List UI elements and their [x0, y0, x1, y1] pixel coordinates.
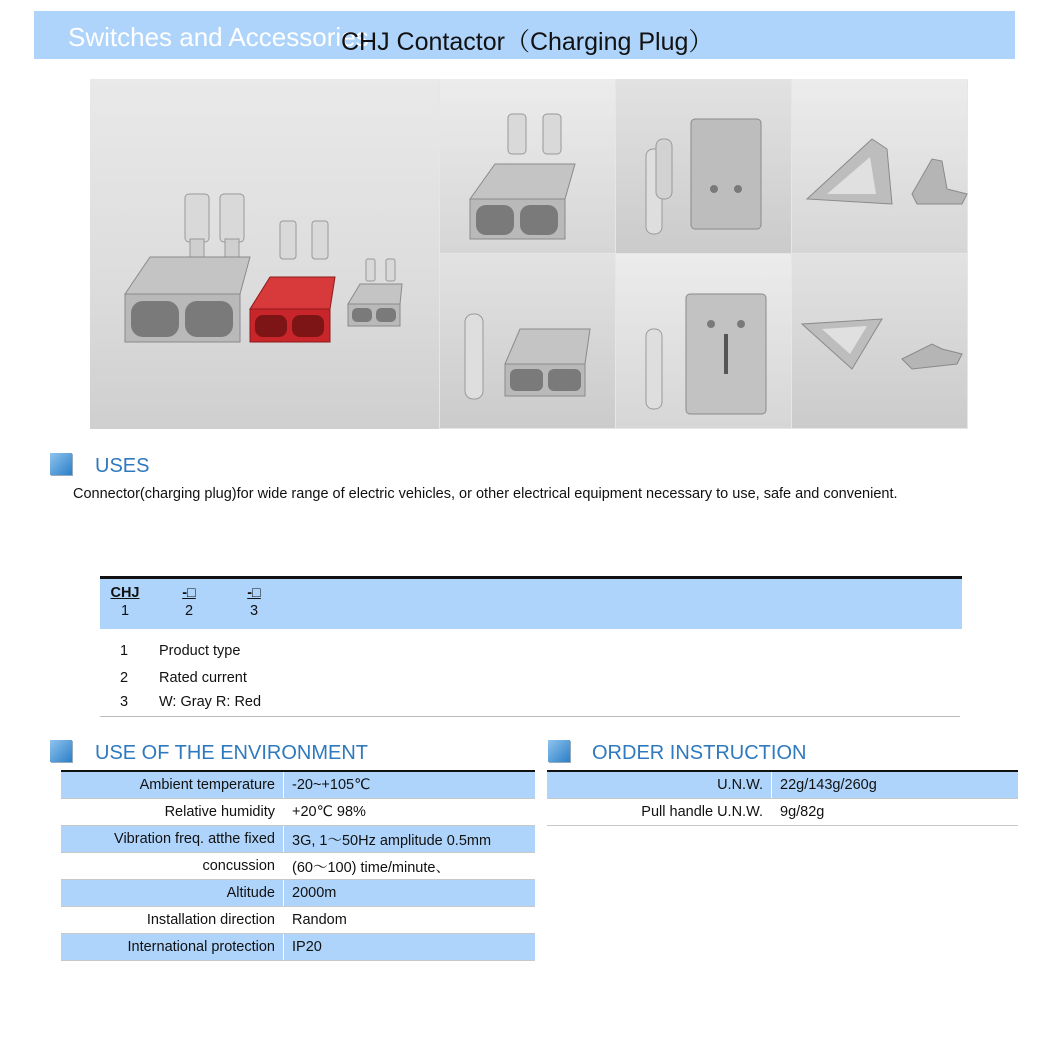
- model-code-band: [100, 576, 962, 629]
- table-row: [547, 771, 1018, 799]
- spec-key: concussion: [61, 853, 284, 880]
- page-title: CHJ Contactor（Charging Plug）: [341, 28, 714, 56]
- legend-label: Rated current: [159, 670, 247, 686]
- code-number: 2: [184, 603, 194, 619]
- product-photo-collage: [90, 79, 968, 429]
- legend-item: [120, 694, 261, 710]
- table-row: [61, 799, 535, 826]
- product-photo-4: [792, 79, 967, 253]
- connector-back-illustration: [616, 254, 791, 429]
- legend-label: Product type: [159, 643, 241, 659]
- connector-group-illustration: [90, 79, 439, 429]
- spec-key: Installation direction: [61, 907, 284, 934]
- product-photo-6: [616, 254, 791, 428]
- order-table: [547, 770, 1018, 826]
- product-photo-3: [616, 79, 791, 253]
- uses-heading: USES: [95, 455, 150, 477]
- connector-front-illustration: [440, 79, 615, 253]
- spec-value: +20℃ 98%: [284, 799, 536, 826]
- legend-number: 1: [120, 643, 129, 659]
- pull-handle-illustration: [792, 79, 968, 253]
- environment-section-icon: [50, 740, 72, 762]
- spec-key: Pull handle U.N.W.: [547, 799, 772, 826]
- spec-value: Random: [284, 907, 536, 934]
- pull-handle-angle-illustration: [792, 254, 968, 429]
- legend-number: 2: [120, 670, 129, 686]
- product-photo-7: [792, 254, 967, 428]
- order-heading: ORDER INSTRUCTION: [592, 742, 807, 764]
- code-number: 1: [120, 603, 130, 619]
- spec-value: (60～100) time/minute、: [284, 853, 536, 880]
- code-item-2: [169, 585, 209, 619]
- spec-key: Relative humidity: [61, 799, 284, 826]
- order-section-icon: [548, 740, 570, 762]
- spec-key: Altitude: [61, 880, 284, 907]
- spec-value: 22g/143g/260g: [772, 771, 1019, 799]
- code-symbol: -□: [247, 585, 261, 601]
- uses-section-icon: [50, 453, 72, 475]
- table-row: [61, 771, 535, 799]
- spec-key: International protection: [61, 934, 284, 961]
- code-symbol: CHJ: [110, 585, 140, 601]
- connector-angle-illustration: [440, 254, 615, 429]
- table-row: [61, 826, 535, 853]
- environment-table: [61, 770, 535, 961]
- table-row: [61, 880, 535, 907]
- legend-number: 3: [120, 694, 129, 710]
- table-row: [61, 934, 535, 961]
- code-number: 3: [249, 603, 259, 619]
- code-item-3: [234, 585, 274, 619]
- environment-heading: USE OF THE ENVIRONMENT: [95, 742, 368, 764]
- header-ghost-text: Switches and Accessories: [68, 22, 369, 52]
- spec-value: -20~+105℃: [284, 771, 536, 799]
- product-photo-5: [440, 254, 615, 428]
- table-row: [61, 907, 535, 934]
- legend-item: [120, 643, 240, 659]
- spec-value: 3G, 1～50Hz amplitude 0.5mm: [284, 826, 536, 853]
- table-row: [61, 853, 535, 880]
- spec-value: 9g/82g: [772, 799, 1019, 826]
- legend-divider: [100, 716, 960, 717]
- spec-key: U.N.W.: [547, 771, 772, 799]
- product-photo-main: [90, 79, 439, 429]
- spec-value: IP20: [284, 934, 536, 961]
- legend-label: W: Gray R: Red: [159, 694, 262, 710]
- spec-key: Ambient temperature: [61, 771, 284, 799]
- connector-side-illustration: [616, 79, 791, 253]
- uses-description: Connector(charging plug)for wide range of electric vehicles, or other electrical equipment necessary to use, safe and convenient.: [73, 486, 898, 502]
- spec-value: 2000m: [284, 880, 536, 907]
- product-photo-2: [440, 79, 615, 253]
- code-item-1: [105, 585, 145, 619]
- table-row: [547, 799, 1018, 826]
- code-symbol: -□: [182, 585, 196, 601]
- spec-key: Vibration freq. atthe fixed: [61, 826, 284, 853]
- legend-item: [120, 670, 247, 686]
